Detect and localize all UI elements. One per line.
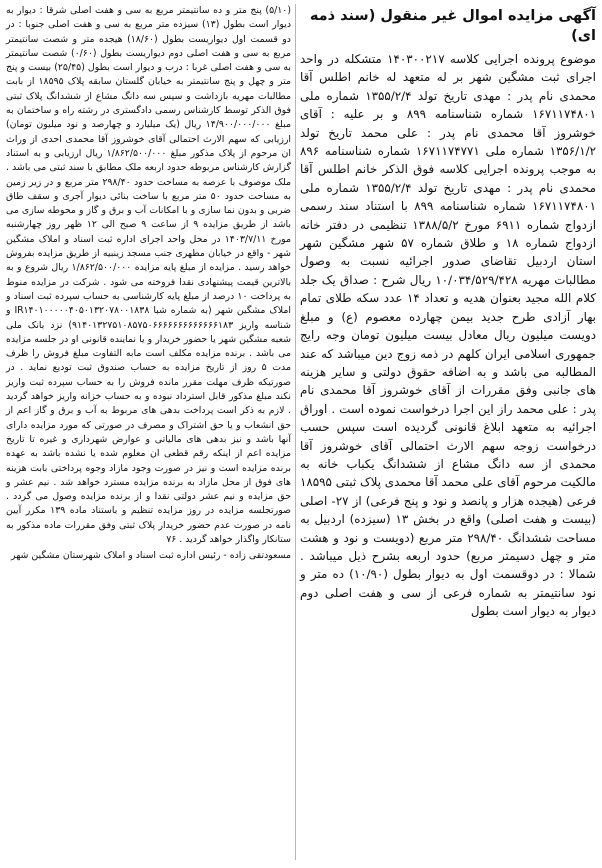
notice-signature: مسعودتقی زاده - رئیس اداره ثبت اسناد و املاک شهرستان مشگین شهر (11, 550, 291, 562)
notice-body-part-1: موضوع پرونده اجرایی کلاسه ۱۴۰۳۰۰۲۱۷ متشکله در واحد اجرای ثبت مشگین شهر بر له متعهد له خانم اطلس آقا محمدی نام پدر : مهدی تاریخ تولد ۱۳۵۵/۲/۴ شماره ملی ۱۶۷۱۱۷۴۸۰۱ شماره شناسنامه ۸۹۹ و بر علیه : آقای خوشروز آقا محمدی نام پدر : علی محمد تاریخ تولد ۱۳۵۶/۱/۲ شماره ملی ۱۶۷۱۱۷۴۷۷۱ شماره شناسنامه ۸۹۶ به موجب پرونده اجرایی کلاسه فوق الذکر خانم اطلس آقا محمدی نام پدر : مهدی تاریخ تولد ۱۳۵۵/۲/۴ شماره ملی ۱۶۷۱۱۷۴۸۰۱ شماره شناسنامه ۸۹۹ با استناد سند رسمی ازدواج شماره ۶۹۱۱ مورخ ۱۳۸۸/۵/۲ تنظیمی در دفتر خانه ازدواج شماره ۱۸ و طلاق شماره ۵۷ شهر مشگین شهر استان اردبیل تقاضای صدور اجرائیه نسبت به وصول مطالبات مهریه ۱۰/۰۳۴/۵۲۹/۴۲۸ ریال شرح : صداق یک جلد کلام الله مجید بعنوان هدیه و تعداد ۱۴ عدد سکه طلای تمام بهار آزادی طرح جدید بیمن چهارده معصوم (ع) و مبلغ دویست میلیون ریال معادل بیست میلیون تومان وجه رایج جمهوری اسلامی ایران کلهم در ذمه زوج دین میباشد که عند المطالبه می باشد و به اضافه حقوق دولتی و سایر هزینه های جانبی وفق مقررات از آقای خوشروز آقا محمدی نام پدر : علی محمد راز این اجرا درخواست نموده است . اوراق اجرائیه به متعهد ابلاغ قانونی گردیده است سپس حسب درخواست زوجه سهم الارث احتمالی آقای خوشروز آقا محمدی از سه دانگ مشاع از ششدانگ یکباب خانه به مالکیت مرحوم آقای علی محمد آقا محمدی پلاک ثبتی ۱۸۵۹۵ فرعی (هیجده هزار و پانصد و نود و پنج فرعی) از ۲۷- اصلی (بیست و هفت اصلی) واقع در بخش ۱۳ (سیزده) اردبیل به مساحت ششدانگ ۲۹۸/۴۰ متر مربع (دویست و نود و هشت متر و چهل دسیمتر مربع) حدود اربعه بشرح ذیل میباشد . شمالا : در دوقسمت اول به دیوار بطول (۱۰/۹۰) ده متر و نود سانتیمتر به شماره فرعی از سی و هفت اصلی دوم دیوار به دیوار است بطول (300, 52, 597, 619)
notice-body-part-2: (۵/۱۰) پنج متر و ده سانتیمتر مربع به سی و هفت اصلی شرقا : دیوار به دیوار است بطول (۱۳) سیزده متر مربع به سی و هفت اصلی جنوبا : در دو قسمت اول دیواریست بطول (۱۸/۶۰) هیجده متر و شصت سانتیمتر مربع به سی و هفت اصلی دوم دیواریست بطول (۰/۶۰) شصت سانتیمتر به سی و هفت اصلی غربا : درب و دیوار است بطول (۲۵/۴۵) بیست و پنج متر و چهل و پنج سانتیمتر به خیابان گلستان سابقه پلاک ۱۸۵۹۵ از بابت مطالبات مهریه بازداشت و سپس سه دانگ مشاع از ششدانگ پلاک ثبتی فوق الذکر توسط کارشناس رسمی دادگستری در رشته راه و ساختمان به مبلغ ۱۴/۹۰۰/۰۰۰/۰۰۰ ریال (یک میلیارد و چهارصد و نود میلیون تومان) ارزیابی که سهم الارث احتمالی آقای خوشروز آقا محمدی احدی از وراث ان مرحوم از پلاک مذکور مبلغ ۱/۸۶۲/۵۰۰/۰۰۰ ریال ارزیابی و به استناد گزارش کارشناس مربوطه حدود اربعه ملک مطابق با سند ثبتی می باشد . ملک موصوف با عرصه به مساحت حدود ۲۹۸/۴۰ متر مربع و در زیر زمین به مساحت حدود ۵۰ متر مربع با ساخت بنائی دیوار آجری و سقف طاق ضربی و بدون نما سازی و با امکانات آب و برق و گاز و محوطه سازی می باشد از طریق مزایده ۹ از ساعت ۹ صبح الی ۱۲ ظهر روز چهارشنبه مورخ ۱۴۰۳/۷/۱۱ در محل واحد اجرای اداره ثبت اسناد و املاک مشگین شهر - واقع در خیابان مطهری جنب مسجد زینبیه از طریق مزایده بفروش خواهد رسید . مزایده از مبلغ پایه مزایده ۱/۸۶۲/۵۰۰/۰۰۰ ریال شروع و به بالاترین قیمت پیشنهادی نقدا فروخته می شود . شرکت در مزایده منوط به پرداخت ۱۰ درصد از مبلغ پایه کارشناسی به حساب سپرده ثبت اسناد و املاک مشگین شهر (به شماره شبا IR۱۴۰۱۰۰۰۰۰۴۰۵۰۱۳۲۰۷۸۰۰۱۸۳۸ و شناسه واریز ۹۱۴۰۱۳۲۷۵۱۰۸۵۷۵۰۶۶۶۶۶۶۶۶۶۶۶۶۶۱۸۳) نزد بانک ملی شعبه مشگین شهر یا حضور خریدار و یا نماینده قانونی او در جلسه مزایده می باشد . برنده مزایده مکلف است مابه التفاوت مبلغ فروش را ظرف مدت ۵ روز از تاریخ مزایده به حساب صندوق ثبت تودیع نماید . در صورتیکه ظرف مهلت مقرر مانده فروش را به حساب سپرده ثبت واریز نکند مبلغ مذکور قابل استرداد نبوده و به حساب خزانه واریز خواهد گردید . لازم به ذکر است پرداخت بدهی های مربوط به آب و برق و گاز اعم از حق انشعاب و یا حق اشتراک و مصرف در صورتی که مورد مزایده دارای آنها باشد و نیز بدهی های مالیاتی و عوارض شهرداری و غیره تا تاریخ مزایده اعم از اینکه رقم قطعی ان معلوم شده یا نشده باشد به عهده برنده مزایده است و نیز در صورت وجود مازاد وجوه پرداختی بابت هزینه های فوق از محل مازاد به برنده مزایده مسترد خواهد شد . نیم عشر و حق مزایده و نیم عشر دولتی نقدا و از برنده مزایده وصول می گردد . صورتجلسه مزایده در روز مزایده تنظیم و باستناد ماده ۱۳۹ مکرر آیین نامه در صورت عدم حضور خریدار پلاک ثبتی وفق مقررات ماده مذکور به ستانکار واگذار خواهد گردید . ۷۶ (6, 5, 292, 545)
column-divider (295, 4, 296, 860)
notice-title: آگهی مزایده اموال غیر منقول (سند ذمه ای) (309, 8, 596, 44)
notice-right-column (296, 0, 602, 868)
notice-left-column (0, 0, 295, 868)
